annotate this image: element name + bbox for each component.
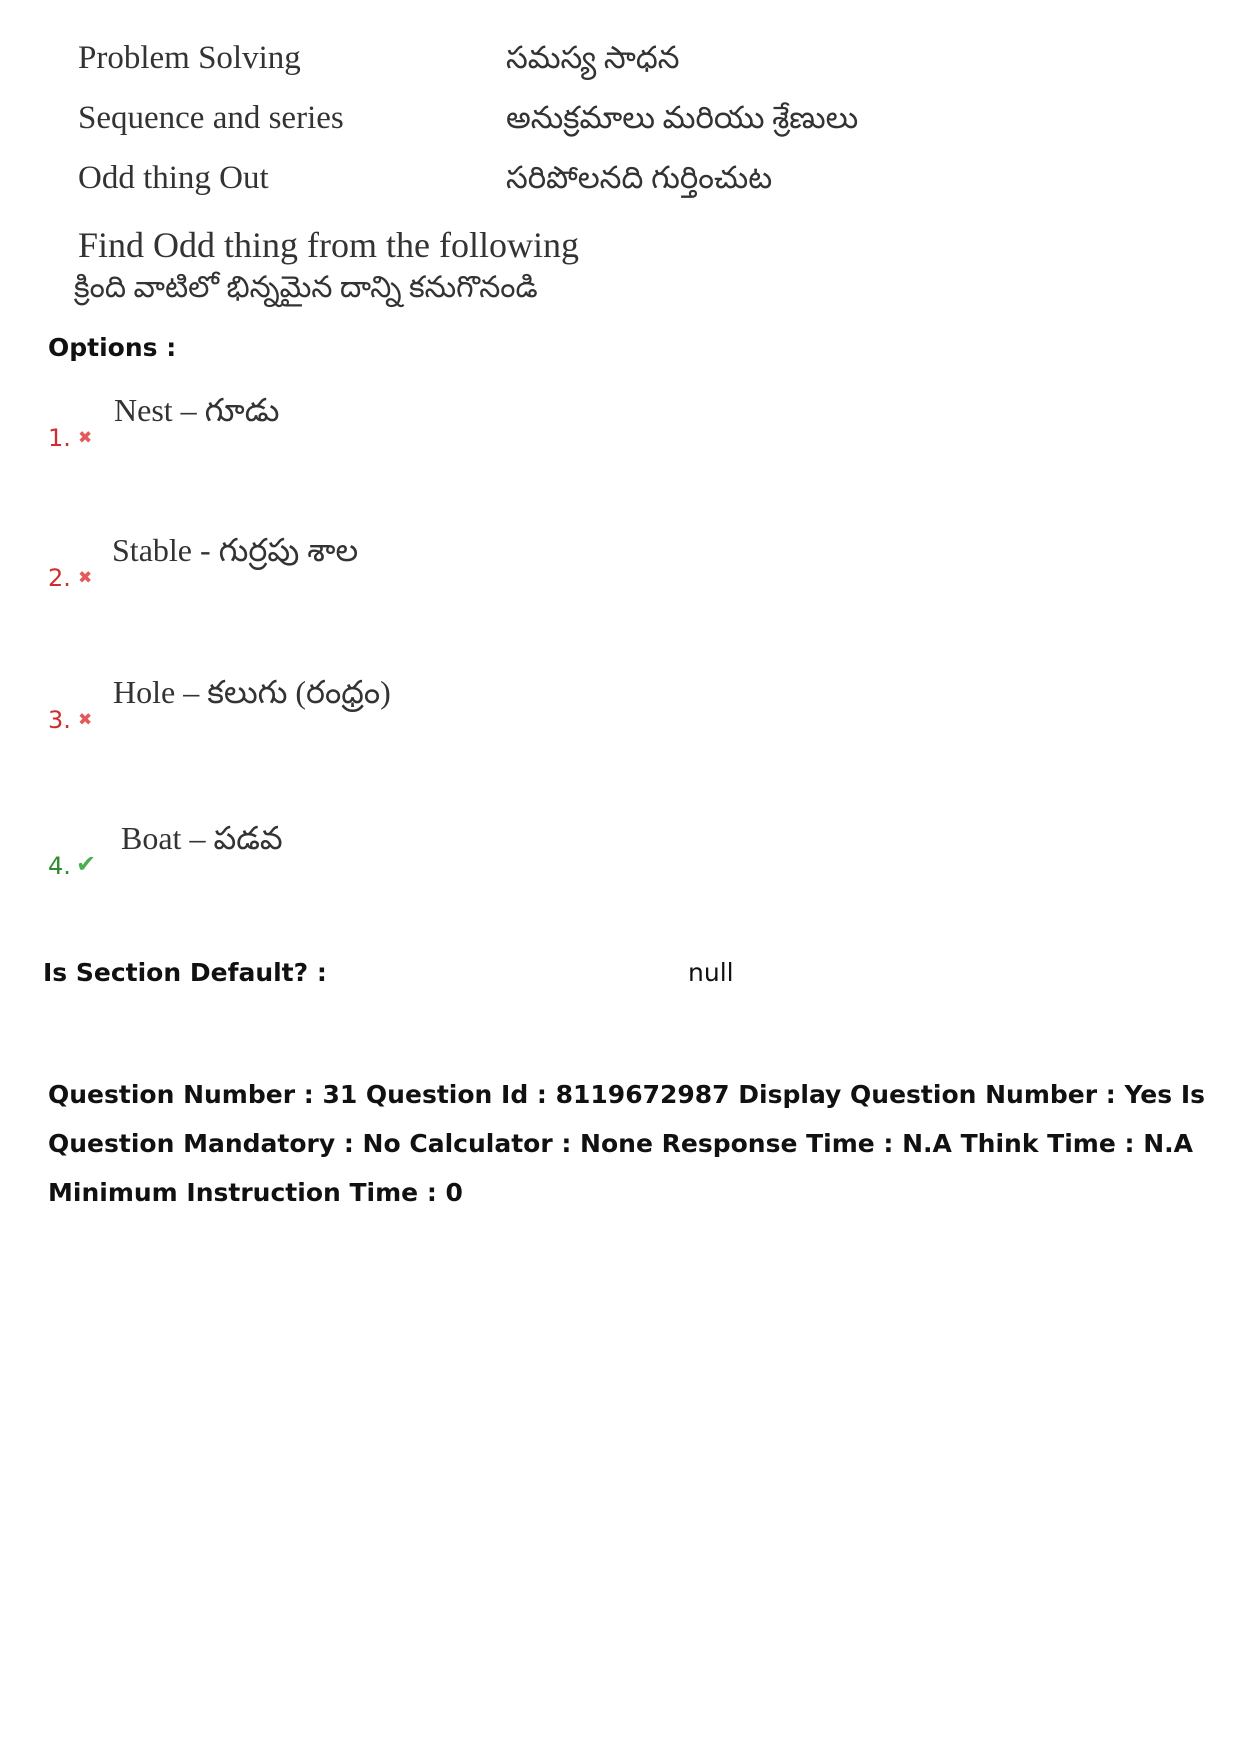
cross-icon: ✖ [78, 710, 93, 730]
option-3 [48, 674, 748, 734]
check-icon: ✔ [76, 850, 97, 878]
option-number: 4. [48, 852, 71, 880]
topic-telugu: అనుక్రమాలు మరియు శ్రేణులు [506, 100, 859, 135]
question-telugu: క్రింది వాటిలో భిన్నమైన దాన్ని కనుగొనండి [74, 271, 538, 304]
topic-english: Problem Solving [78, 40, 301, 76]
section-default-label: Is Section Default? : [43, 958, 327, 987]
topic-telugu: సమస్య సాధన [506, 40, 680, 75]
option-1 [48, 392, 748, 452]
option-number: 1. [48, 424, 71, 452]
topic-telugu: సరిపోలనది గుర్తించుట [506, 160, 773, 195]
topic-english: Sequence and series [78, 100, 344, 136]
option-text: Nest – గూడు [114, 392, 280, 428]
option-4 [48, 820, 748, 880]
cross-icon: ✖ [78, 568, 93, 588]
option-text: Hole – కలుగు (రంధ్రం) [113, 674, 391, 710]
section-default-value: null [688, 958, 734, 987]
topic-row-sequence-series [78, 100, 978, 146]
option-text: Stable - గుర్రపు శాల [112, 532, 359, 568]
question-metadata: Question Number : 31 Question Id : 8119672987 Display Question Number : Yes Is Question Mandatory : No Calculator : None Response Time : N.A Think Time : N.A Minimum Instruction Time : 0 [48, 1080, 1206, 1207]
topic-english: Odd thing Out [78, 160, 269, 196]
option-number: 3. [48, 706, 71, 734]
question-english: Find Odd thing from the following [78, 225, 579, 265]
options-label: Options : [48, 333, 177, 362]
topic-row-problem-solving [78, 40, 978, 86]
cross-icon: ✖ [78, 428, 93, 448]
option-number: 2. [48, 564, 71, 592]
question-text [74, 222, 579, 308]
option-2 [48, 532, 748, 592]
option-text: Boat – పడవ [121, 820, 283, 856]
topic-row-odd-thing-out [78, 160, 978, 206]
